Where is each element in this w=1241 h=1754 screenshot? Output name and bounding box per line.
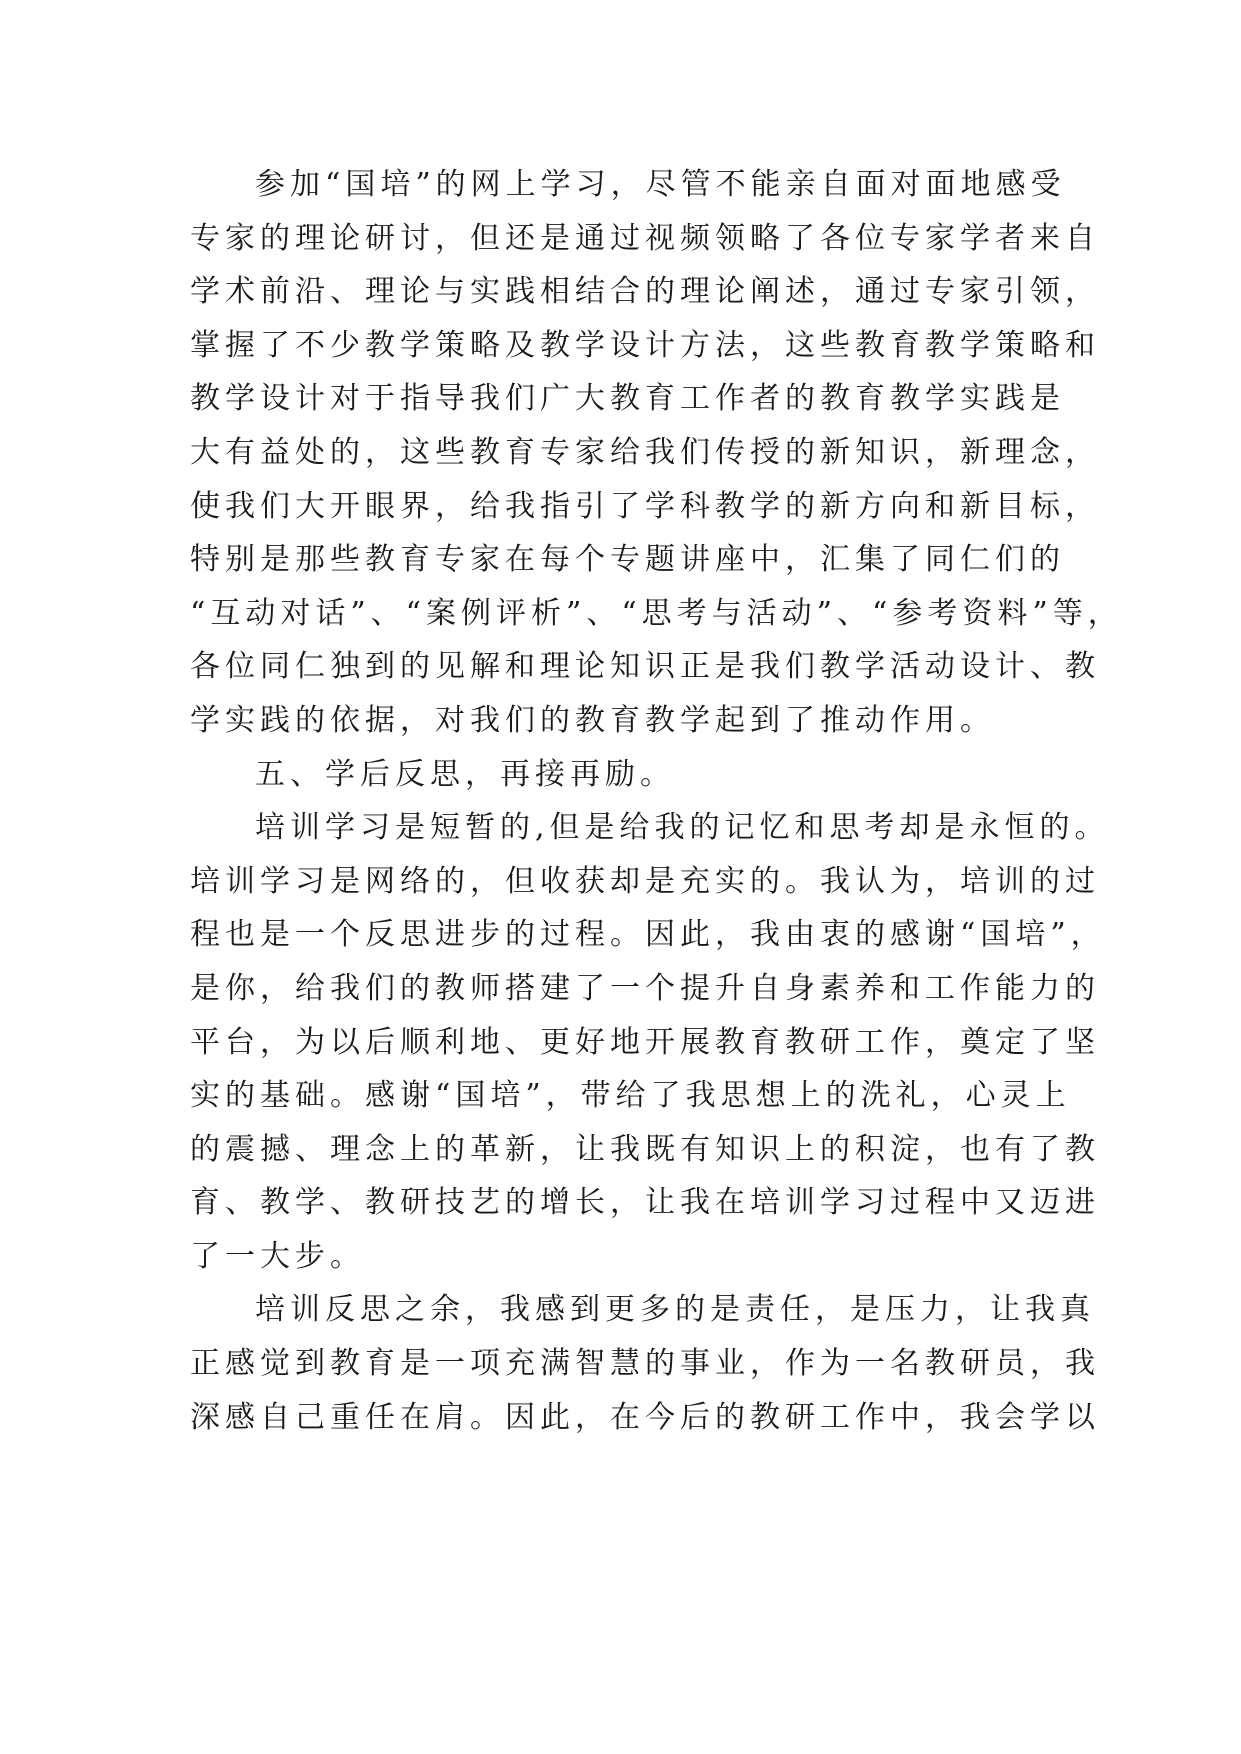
paragraph-line: 是你，给我们的教师搭建了一个提升自身素养和工作能力的 — [190, 970, 1100, 1006]
paragraph-line: 学术前沿、理论与实践相结合的理论阐述，通过专家引领， — [190, 274, 1100, 310]
paragraph-line: 专家的理论研讨，但还是通过视频领略了各位专家学者来自 — [190, 220, 1100, 256]
paragraph-line: 程也是一个反思进步的过程。因此，我由衷的感谢“国培”， — [190, 917, 1106, 953]
paragraph-line: 培训反思之余，我感到更多的是责任，是压力，让我真 — [255, 1292, 1095, 1328]
paragraph-line: 的震撼、理念上的革新，让我既有知识上的积淀，也有了教 — [190, 1131, 1100, 1167]
paragraph-line: 掌握了不少教学策略及教学设计方法，这些教育教学策略和 — [190, 327, 1100, 363]
paragraph-line: 特别是那些教育专家在每个专题讲座中，汇集了同仁们的 — [190, 542, 1065, 578]
paragraph-line: 学实践的依据，对我们的教育教学起到了推动作用。 — [190, 702, 995, 738]
document-body — [190, 158, 1123, 1444]
paragraph-line: 培训学习是网络的，但收获却是充实的。我认为，培训的过 — [190, 863, 1100, 899]
paragraph-line: 正感觉到教育是一项充满智慧的事业，作为一名教研员，我 — [190, 1346, 1100, 1382]
paragraph-line: 使我们大开眼界，给我指引了学科教学的新方向和新目标， — [190, 488, 1100, 524]
paragraph-line: 深感自己重任在肩。因此，在今后的教研工作中，我会学以 — [190, 1399, 1100, 1435]
section-heading: 五、学后反思，再接再励。 — [255, 756, 675, 792]
paragraph-line: 平台，为以后顺利地、更好地开展教育教研工作，奠定了坚 — [190, 1024, 1100, 1060]
paragraph-line: 了一大步。 — [190, 1238, 365, 1274]
paragraph-line: 培训学习是短暂的,但是给我的记忆和思考却是永恒的。 — [255, 810, 1110, 846]
paragraph-line: 教学设计对于指导我们广大教育工作者的教育教学实践是 — [190, 381, 1065, 417]
paragraph-line: 各位同仁独到的见解和理论知识正是我们教学活动设计、教 — [190, 649, 1100, 685]
paragraph-line: 育、教学、教研技艺的增长，让我在培训学习过程中又迈进 — [190, 1185, 1100, 1221]
paragraph-line: 大有益处的，这些教育专家给我们传授的新知识，新理念， — [190, 434, 1100, 470]
paragraph-line: “互动对话”、“案例评析”、“思考与活动”、“参考资料”等， — [190, 595, 1123, 631]
paragraph-line: 参加“国培”的网上学习，尽管不能亲自面对面地感受 — [255, 167, 1066, 202]
paragraph-line: 实的基础。感谢“国培”，带给了我思想上的洗礼，心灵上 — [190, 1078, 1071, 1114]
